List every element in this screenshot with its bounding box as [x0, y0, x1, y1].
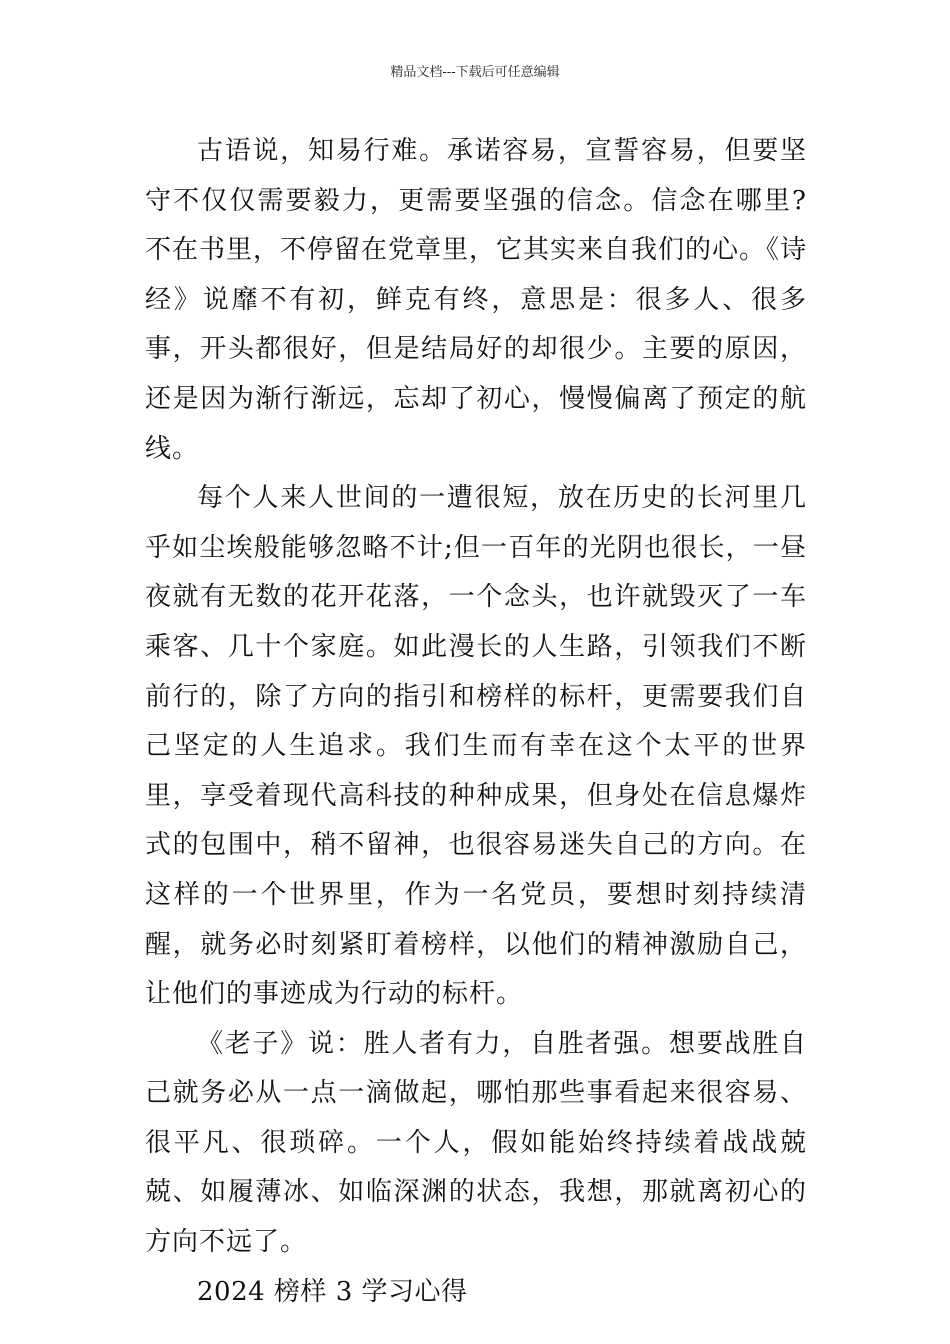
paragraph-2: 每个人来人世间的一遭很短，放在历史的长河里几乎如尘埃般能够忽略不计;但一百年的光阴也很长，一昼夜就有无数的花开花落，一个念头，也许就毁灭了一车乘客、几十个家庭。如此漫长的人生路，引领我们不断前行的，除了方向的指引和榜样的标杆，更需要我们自己坚定的人生追求。我们生而有幸在这个太平的世界里，享受着现代高科技的种种成果，但身处在信息爆炸式的包围中，稍不留神，也很容易迷失自己的方向。在这样的一个世界里，作为一名党员，要想时刻持续清醒，就务必时刻紧盯着榜样，以他们的精神激励自己，让他们的事迹成为行动的标杆。: [145, 483, 807, 1010]
page-header: 精品文档---下载后可任意编辑: [390, 65, 560, 80]
section-subtitle: 2024 榜样 3 学习心得: [197, 1276, 468, 1307]
paragraph-1: 古语说，知易行难。承诺容易，宣誓容易，但要坚守不仅仅需要毅力，更需要坚强的信念。信念在哪里?不在书里，不停留在党章里，它其实来自我们的心。《诗经》说靡不有初，鲜克有终，意思是：很多人、很多事，开头都很好，但是结局好的却很少。主要的原因，还是因为渐行渐远，忘却了初心，慢慢偏离了预定的航线。: [145, 136, 808, 464]
paragraph-3: 《老子》说：胜人者有力，自胜者强。想要战胜自己就务必从一点一滴做起，哪怕那些事看起来很容易、很平凡、很琐碎。一个人，假如能始终持续着战战兢兢、如履薄冰、如临深渊的状态，我想，那就离初心的方向不远了。: [145, 1028, 807, 1258]
document-body: [145, 127, 807, 1317]
